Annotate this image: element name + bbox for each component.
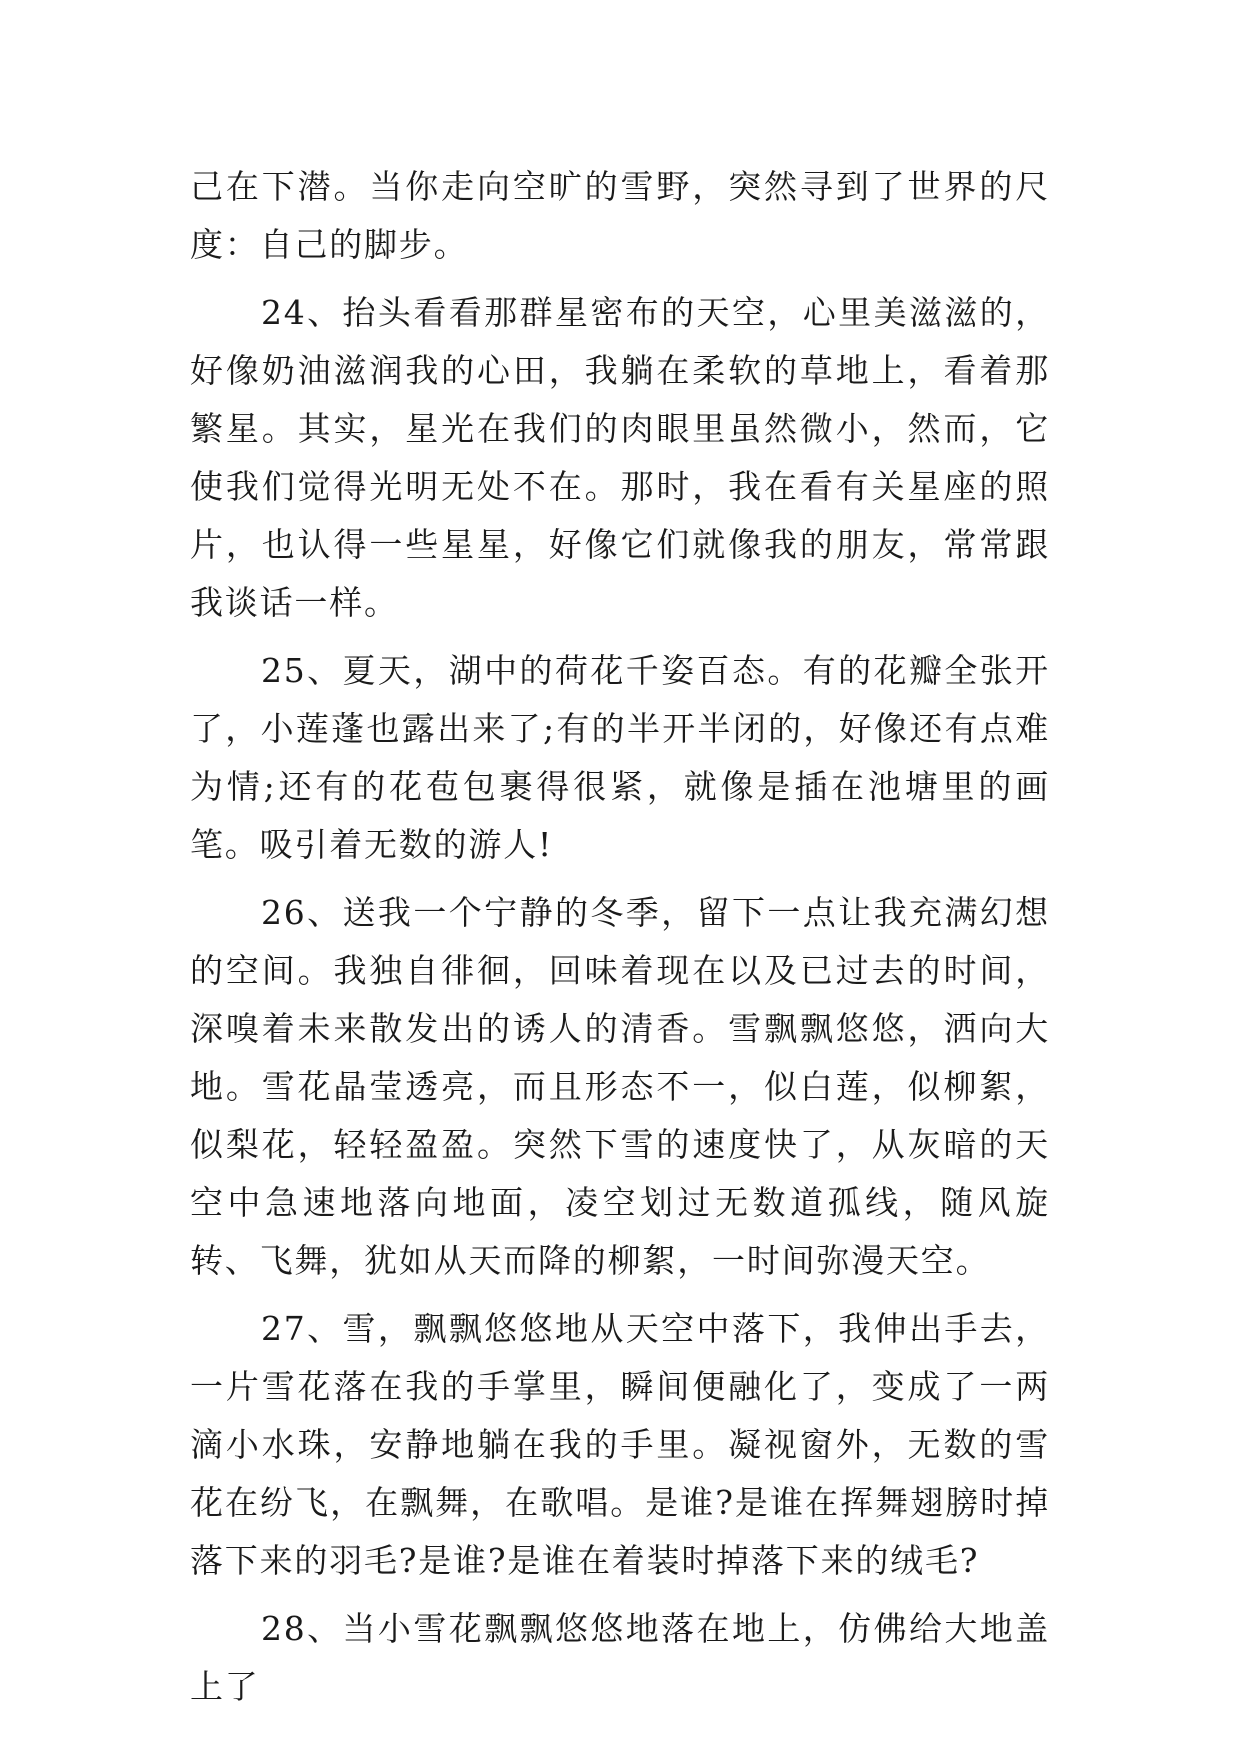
document-body <box>190 158 1050 1726</box>
paragraph-continuation: 己在下潜。当你走向空旷的雪野，突然寻到了世界的尺度：自己的脚步。 <box>190 167 1050 264</box>
paragraph-27: 27、雪，飘飘悠悠地从天空中落下，我伸出手去，一片雪花落在我的手掌里，瞬间便融化了，变成了一两滴小水珠，安静地躺在我的手里。凝视窗外，无数的雪花在纷飞，在飘舞，在歌唱。是谁?是谁在挥舞翅膀时掉落下来的羽毛?是谁?是谁在着装时掉落下来的绒毛? <box>190 1309 1050 1580</box>
paragraph-26: 26、送我一个宁静的冬季，留下一点让我充满幻想的空间。我独自徘徊，回味着现在以及已过去的时间，深嗅着未来散发出的诱人的清香。雪飘飘悠悠，洒向大地。雪花晶莹透亮，而且形态不一，似白莲，似柳絮，似梨花，轻轻盈盈。突然下雪的速度快了，从灰暗的天空中急速地落向地面，凌空划过无数道孤线，随风旋转、飞舞，犹如从天而降的柳絮，一时间弥漫天空。 <box>190 893 1050 1280</box>
paragraph-25: 25、夏天，湖中的荷花千姿百态。有的花瓣全张开了，小莲蓬也露出来了;有的半开半闭的，好像还有点难为情;还有的花苞包裹得很紧，就像是插在池塘里的画笔。吸引着无数的游人! <box>190 651 1050 864</box>
paragraph-28: 28、当小雪花飘飘悠悠地落在地上，仿佛给大地盖上了 <box>190 1609 1050 1706</box>
paragraph-24: 24、抬头看看那群星密布的天空，心里美滋滋的，好像奶油滋润我的心田，我躺在柔软的草地上，看着那繁星。其实，星光在我们的肉眼里虽然微小，然而，它使我们觉得光明无处不在。那时，我在看有关星座的照片，也认得一些星星，好像它们就像我的朋友，常常跟我谈话一样。 <box>190 293 1050 622</box>
